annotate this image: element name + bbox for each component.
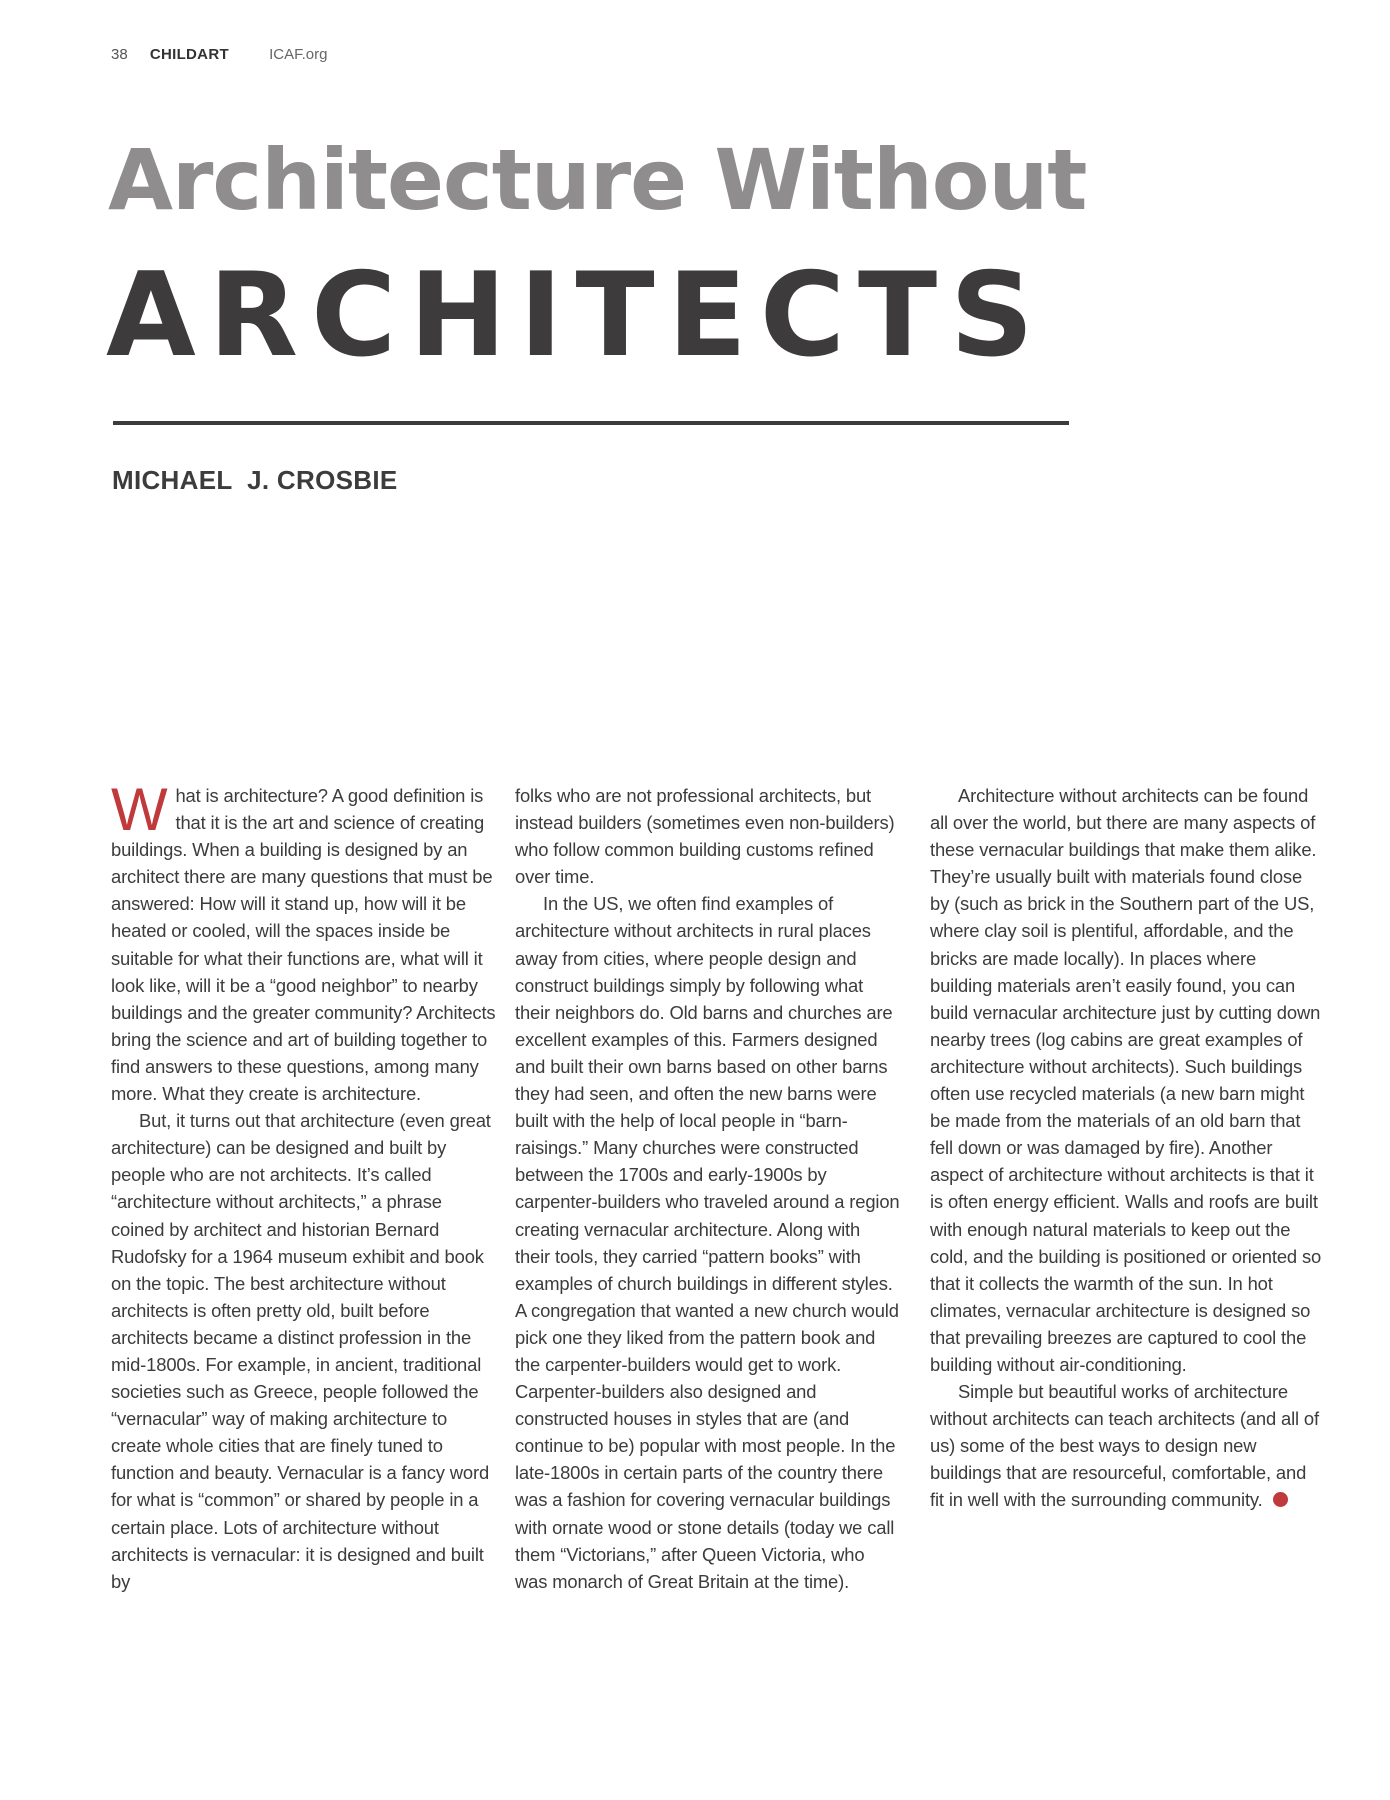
paragraph: folks who are not professional architects, but instead builders (sometimes even non-builders) who follow common building customs refined over time. [515,785,895,888]
paragraph: But, it turns out that architecture (even great architecture) can be designed and built by people who are not architects. It’s called “architecture without architects,” a phrase coined by architect and historian Bernard Rudofsky for a 1964 museum exhibit and book on the topic. The best architecture without architects is often pretty old, built before architects became a distinct profession in the mid-1800s. For example, in ancient, traditional societies such as Greece, people followed the “vernacular” way of making architecture to create whole cities that are finely tuned to function and beauty. Vernacular is a fancy word for what is “common” or shared by people in a certain place. Lots of architecture without architects is vernacular: it is designed and built by [111,1110,491,1592]
text-column-1 [111,776,496,1595]
text-column-2 [515,782,900,1595]
title-divider [113,421,1069,425]
article-title-line1: Architecture Without [108,131,1087,229]
paragraph-text: Simple but beautiful works of architecture without architects can teach architects (and all of us) some of the best ways to design new buildings that are resourceful, comfortable, and fit in well with the surrounding community. [930,1381,1319,1511]
paragraph-text: hat is architecture? A good definition is that it is the art and science of creating buildings. When a building is designed by an architect there are many questions that must be answered: How will it stand up, how will it be heated or cooled, will the spaces inside be suitable for what their functions are, what will it look like, will it be a “good neighbor” to nearby buildings and the greater community? Architects bring the science and art of building together to find answers to these questions, among many more. What they create is architecture. [111,785,496,1105]
end-of-article-dot-icon [1273,1492,1288,1507]
author-byline: MICHAEL J. CROSBIE [112,465,398,495]
paragraph [930,1378,1322,1513]
paragraph [111,776,496,1107]
drop-cap: W [111,776,168,843]
magazine-name: CHILDART [149,46,229,63]
text-column-3 [930,782,1322,1514]
website-link[interactable]: ICAF.org [269,46,328,63]
page-number: 38 [111,46,128,63]
running-header [111,46,327,63]
paragraph: Architecture without architects can be found all over the world, but there are many aspects of these vernacular buildings that make them alike. They’re usually built with materials found close by (such as brick in the Southern part of the US, where clay soil is plentiful, affordable, and the bricks are made locally). In places where building materials aren’t easily found, you can build vernacular architecture just by cutting down nearby trees (log cabins are great examples of architecture without architects). Such buildings often use recycled materials (a new barn might be made from the materials of an old barn that fell down or was damaged by fire). Another aspect of architecture without architects is that it is often energy efficient. Walls and roofs are built with enough natural materials to keep out the cold, and the building is positioned or oriented so that it collects the warmth of the sun. In hot climates, vernacular architecture is designed so that prevailing breezes are captured to cool the building without air-conditioning. [930,785,1322,1375]
paragraph: In the US, we often find examples of architecture without architects in rural places away from cities, where people design and construct buildings simply by following what their neighbors do. Old barns and churches are excellent examples of this. Farmers designed and built their own barns based on other barns they had seen, and often the new barns were built with the help of local people in “barn-raisings.” Many churches were constructed between the 1700s and early-1900s by carpenter-builders who traveled around a region creating vernacular architecture. Along with their tools, they carried “pattern books” with examples of church buildings in different styles. A congregation that wanted a new church would pick one they liked from the pattern book and the carpenter-builders would get to work. Carpenter-builders also designed and constructed houses in styles that are (and continue to be) popular with most people. In the late-1800s in certain parts of the country there was a fashion for covering vernacular buildings with ornate wood or stone details (today we call them “Victorians,” after Queen Victoria, who was monarch of Great Britain at the time). [515,893,900,1592]
article-title-line2: ARCHITECTS [106,248,1047,383]
